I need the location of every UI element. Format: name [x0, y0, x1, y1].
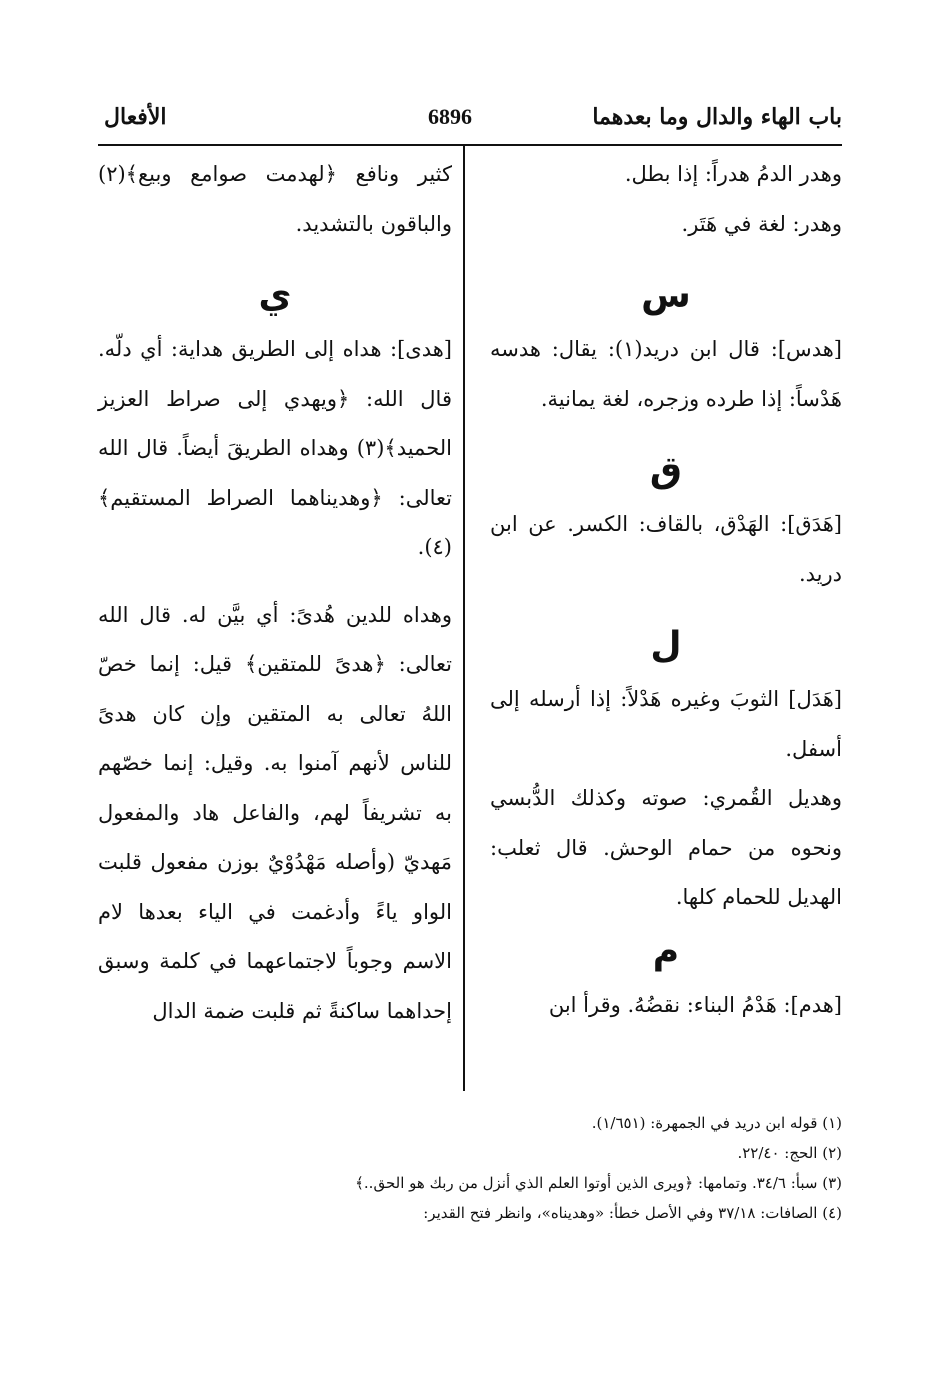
- footnote-2: (٢) الحج: ٢٢/٤٠.: [737, 1144, 842, 1162]
- entry-hadar-hatar: وهدر: لغة في هَتَر.: [681, 211, 842, 236]
- letter-heading-sin: س: [641, 275, 691, 316]
- entry-hadam: [هدم]: هَدْمُ البناء: نقضُهُ. وقرأ ابن: [548, 992, 842, 1017]
- letter-heading-ya: ي: [258, 275, 292, 316]
- header-rule: [98, 144, 842, 146]
- footnote-4: (٤) الصافات: ٣٧/١٨ وفي الأصل خطأ: «وهديناه»، وانظر فتح القدير:: [423, 1204, 842, 1222]
- column-divider: [463, 146, 465, 1091]
- footnote-3: (٣) سبأ: ٣٤/٦. وتمامها: ﴿ويرى الذين أوتوا العلم الذي أنزل من ربك هو الحق..﴾: [355, 1174, 842, 1192]
- entry-hadal: [هَدَل] الثوبَ وغيره هَدْلاً: إذا أرسله إلى أسفل.: [490, 687, 842, 761]
- entry-hadam-cont: كثير ونافع ﴿لهدمت صوامع وبيع﴾(٢) والباقون بالتشديد.: [98, 162, 452, 236]
- letter-heading-mim: م: [652, 930, 680, 972]
- footnote-1: (١) قوله ابن دريد في الجمهرة: (١/٦٥١).: [591, 1114, 842, 1132]
- section-title: الأفعال: [104, 104, 167, 130]
- entry-hadil: وهديل القُمري: صوته وكذلك الدُّبسي ونحوه من حمام الوحش. قال ثعلب: الهديل للحمام كلها.: [490, 786, 842, 909]
- entry-hadar-blood: وهدر الدمُ هدراً: إذا بطل.: [624, 162, 842, 186]
- letter-heading-lam: ل: [650, 625, 682, 666]
- chapter-title: باب الهاء والدال وما بعدهما: [592, 104, 842, 130]
- footnotes: [102, 1108, 842, 1228]
- entry-hadaq: [هَدَق]: الهَدْق، بالقاف: الكسر. عن ابن دريد.: [490, 512, 842, 586]
- letter-heading-qaf: ق: [649, 450, 683, 491]
- left-column: [98, 150, 452, 1036]
- entry-hada-din: وهداه للدين هُدىً: أي بيَّن له. قال الله تعالى: ﴿هدىً للمتقين﴾ قيل: إنما خصّ اللهُ تعالى به المتقين وإن كان هدىً للناس لأنهم آمنوا به. وقيل: إنما خصّهم به تشريفاً لهم، والفاعل هاد والمفعول مَهديّ (وأصله مَهْدُوْيٌ بوزن مفعول قلبت الواو ياءً وأدغمت في الياء بعدها لام الاسم وجوباً لاجتماعهما في كلمة وسبق إحداهما ساكنةً ثم قلبت ضمة الدال: [98, 602, 452, 1023]
- right-column: [490, 150, 842, 1030]
- entry-hada: [هدى]: هداه إلى الطريق هداية: أي دلّه. قال الله: ﴿ويهدي إلى صراط العزيز الحميد﴾(٣) وهداه الطريقَ أيضاً. قال الله تعالى: ﴿وهديناهما الصراط المستقيم﴾(٤).: [98, 337, 452, 559]
- entry-hadas: [هدس]: قال ابن دريد(١): يقال: هدسه هَدْساً: إذا طرده وزجره، لغة يمانية.: [490, 337, 842, 411]
- page-number: 6896: [428, 104, 472, 129]
